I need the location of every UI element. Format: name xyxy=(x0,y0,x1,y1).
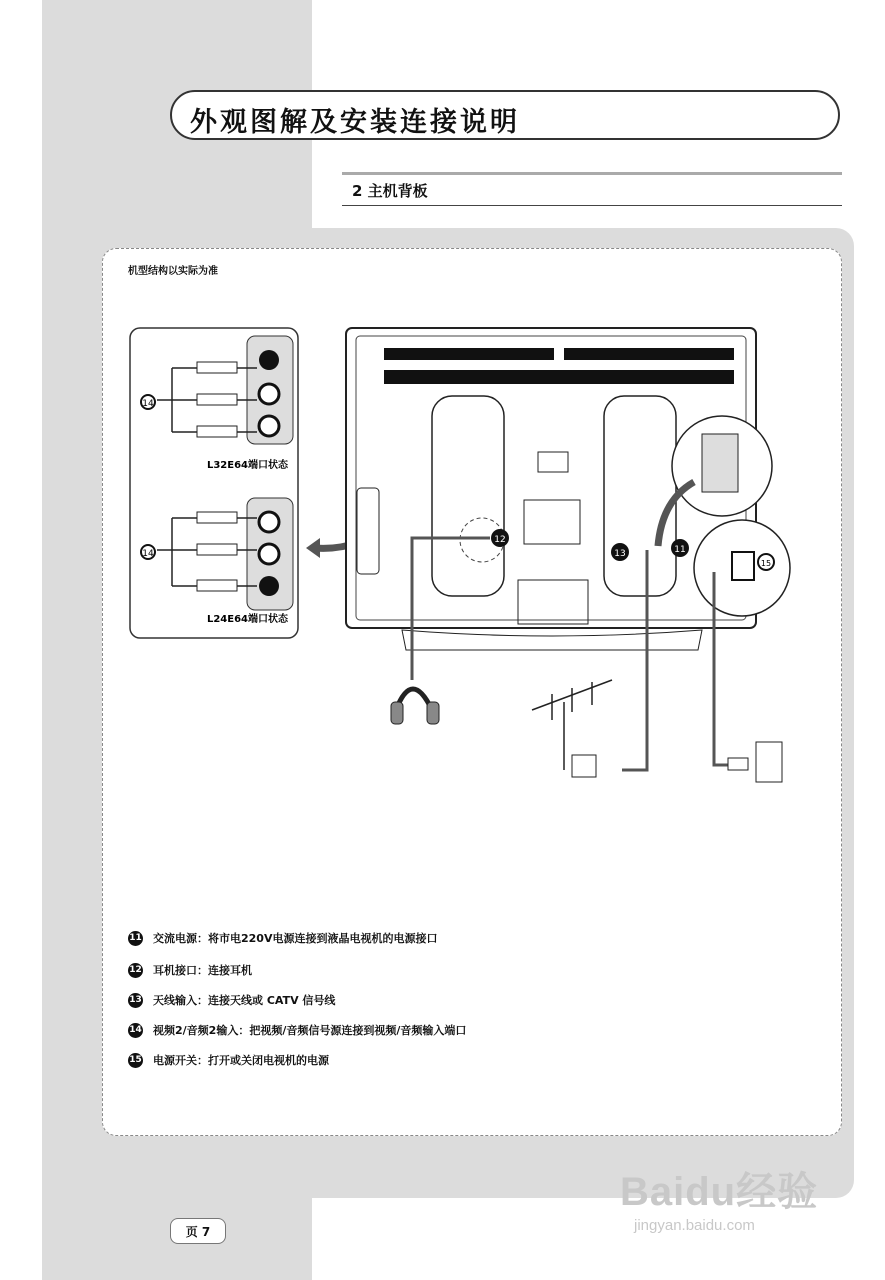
description-text: 视频2/音频2输入：把视频/音频信号源连接到视频/音频输入端口 xyxy=(153,1024,467,1037)
description-item xyxy=(128,1052,329,1068)
page-title: 外观图解及安装连接说明 xyxy=(190,107,520,138)
subtitle-rule-bottom xyxy=(342,205,842,206)
inset-label-top: L32E64端口状态 xyxy=(206,460,288,471)
tv-back-diagram xyxy=(102,250,842,810)
port-icon xyxy=(259,416,279,436)
callout-11-text: 11 xyxy=(674,545,686,555)
marker-14-label: 14 xyxy=(142,399,154,409)
callout-12-text: 12 xyxy=(494,535,506,545)
wall-outlet-icon xyxy=(756,742,782,782)
description-item xyxy=(128,962,252,978)
zoom-port-block xyxy=(702,434,738,492)
port-icon xyxy=(259,576,279,596)
subtitle-rule-top xyxy=(342,172,842,175)
port-icon xyxy=(259,512,279,532)
description-number-badge: 14 xyxy=(128,1023,143,1038)
description-text: 天线输入：连接天线或 CATV 信号线 xyxy=(153,994,336,1007)
power-switch-icon xyxy=(732,552,754,580)
arrow-head xyxy=(306,538,320,558)
description-number-badge: 11 xyxy=(128,931,143,946)
inset-label-bottom: L24E64端口状态 xyxy=(206,614,288,625)
antenna-plug xyxy=(572,755,596,777)
model-note: 机型结构以实际为准 xyxy=(128,266,218,277)
watermark xyxy=(620,1160,818,1234)
rca-plugs-top xyxy=(197,362,237,437)
description-number-badge: 13 xyxy=(128,993,143,1008)
watermark-logo: Baidu经验 xyxy=(620,1170,819,1214)
header-title-box xyxy=(170,90,840,140)
marker-14-label: 14 xyxy=(142,549,154,559)
port-icon xyxy=(259,350,279,370)
page-number: 页 7 xyxy=(170,1218,226,1244)
stand-base xyxy=(402,630,702,650)
description-item xyxy=(128,1022,466,1038)
port-icon xyxy=(259,544,279,564)
callout-13-text: 13 xyxy=(614,549,626,559)
section-subtitle: 2 主机背板 xyxy=(352,182,428,200)
watermark-url: jingyan.baidu.com xyxy=(634,1217,755,1234)
description-text: 耳机接口：连接耳机 xyxy=(153,964,252,977)
port-icon xyxy=(259,384,279,404)
description-number-badge: 15 xyxy=(128,1053,143,1068)
callout-15-text: 15 xyxy=(760,559,772,568)
description-number-badge: 12 xyxy=(128,963,143,978)
description-text: 交流电源：将市电220V电源连接到液晶电视机的电源接口 xyxy=(153,932,438,945)
description-item xyxy=(128,930,437,946)
power-plug-icon xyxy=(728,758,748,770)
description-text: 电源开关：打开或关闭电视机的电源 xyxy=(153,1054,329,1067)
description-item xyxy=(128,992,335,1008)
